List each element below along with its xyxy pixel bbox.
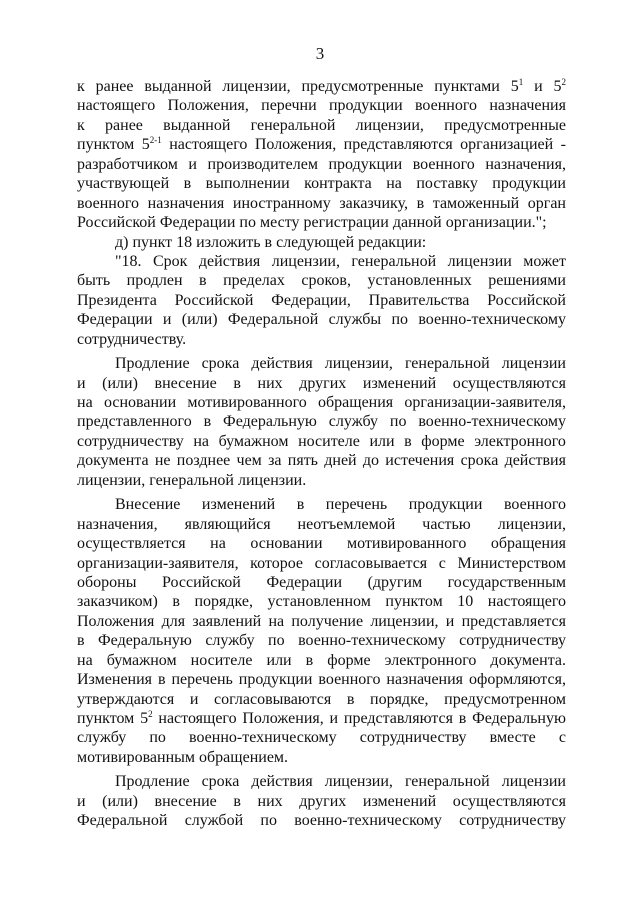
word: назначения	[147, 194, 225, 212]
word: предусмотренные	[444, 116, 566, 134]
word: контракта	[304, 175, 372, 193]
word: обороны	[77, 573, 137, 591]
text-line	[77, 233, 566, 252]
word: Срок	[152, 252, 188, 270]
word: д)	[115, 233, 129, 251]
page-number: 3	[315, 44, 325, 63]
text-line	[77, 271, 566, 290]
word: иностранному	[232, 194, 331, 212]
word: электронного	[384, 651, 477, 669]
word: лицензии	[501, 355, 566, 373]
word: Президента	[77, 291, 157, 309]
word: Российской	[174, 291, 254, 309]
word: назначения	[489, 97, 566, 115]
word: в	[157, 671, 166, 689]
word: Федерации	[266, 573, 342, 591]
word: основании	[103, 394, 177, 411]
word: решениями	[488, 272, 566, 290]
text-line	[77, 573, 566, 592]
word: или	[266, 651, 292, 669]
word: настоящего	[77, 97, 156, 115]
word: сотрудничеству	[77, 432, 184, 450]
word: военно-техническому	[418, 311, 566, 329]
word: таможенный	[432, 194, 520, 212]
word: продукции	[492, 175, 566, 193]
text-line	[77, 96, 566, 115]
word: изменений	[362, 374, 437, 392]
word: порядке,	[370, 690, 429, 708]
word: организацией	[460, 136, 554, 154]
word: являющийся	[184, 515, 271, 533]
word: заявлений	[192, 612, 262, 630]
text-line	[77, 194, 566, 213]
word: 5$^{2-1}$	[141, 135, 162, 154]
word: в	[305, 651, 314, 669]
word: Федерации,	[271, 291, 351, 309]
word: к	[77, 116, 85, 134]
word: Федеральную	[472, 710, 566, 727]
word: данной	[392, 214, 442, 232]
word: перечень	[325, 496, 388, 514]
word: Продление	[115, 773, 190, 791]
word: в	[346, 690, 355, 708]
word: и	[534, 78, 543, 95]
word: документа	[77, 452, 149, 470]
word: $5^2$	[553, 77, 566, 95]
word: носителе	[298, 432, 360, 450]
word: (или)	[102, 792, 138, 810]
word: мотивированным	[77, 748, 196, 766]
text-line	[77, 412, 566, 431]
word: в	[458, 710, 467, 727]
text-line	[77, 554, 566, 573]
word: организации-заявителя,	[404, 394, 566, 411]
word: Федеральную	[223, 413, 317, 431]
word: военного	[77, 194, 140, 212]
word: сотрудничеству.	[77, 330, 187, 348]
word: которое	[250, 554, 303, 572]
word: настоящего	[487, 593, 566, 611]
word: разработчиком	[77, 155, 178, 173]
word: $5^2$	[140, 709, 153, 727]
text-line	[77, 748, 566, 767]
text-line	[77, 374, 566, 393]
word: сотрудничеству	[359, 729, 467, 747]
word: пункт	[132, 233, 173, 251]
word: -	[560, 136, 566, 154]
word: получение	[291, 612, 364, 630]
word: военного	[412, 155, 475, 173]
word: форме	[327, 651, 371, 669]
word: лицензии,	[324, 773, 393, 791]
word: ранее	[105, 116, 143, 134]
word: военного	[503, 496, 566, 514]
word: внесение	[154, 792, 217, 810]
word: лицензии,	[497, 515, 566, 533]
word: других	[299, 374, 347, 392]
word: службу	[328, 413, 378, 431]
text-line	[77, 592, 566, 611]
word: истечения	[385, 452, 455, 470]
word: Положения	[77, 612, 155, 630]
word: чем	[236, 452, 262, 470]
word: Внесение	[115, 496, 181, 514]
word: установленных	[367, 272, 472, 290]
word: на	[193, 432, 210, 450]
text-line	[77, 116, 566, 135]
word: предусмотренном	[444, 690, 566, 708]
word: государственным	[447, 573, 566, 591]
word: организации-заявителя,	[77, 554, 239, 572]
word: выполнении	[205, 175, 290, 193]
word: порядке,	[194, 593, 253, 611]
word: Министерством	[457, 554, 566, 572]
word: и	[77, 374, 86, 392]
word: производителем	[207, 155, 318, 173]
word: 18	[176, 233, 193, 251]
word: Федеральной	[227, 311, 319, 329]
word: и	[162, 311, 172, 329]
text-line	[77, 811, 566, 830]
word: 10	[457, 593, 474, 611]
word: дней	[324, 452, 357, 470]
word: в	[199, 272, 207, 290]
word: Федеральной	[77, 812, 168, 830]
word: по	[268, 632, 285, 650]
word: в	[296, 496, 305, 514]
word: выданной	[163, 116, 231, 134]
word: по	[391, 311, 409, 329]
word: перечни	[261, 97, 317, 115]
text-line	[77, 291, 566, 310]
word: них	[257, 792, 283, 810]
word: назначения,	[77, 515, 158, 533]
text-line	[77, 330, 566, 349]
word: срока	[201, 773, 240, 791]
word: пунктами	[434, 78, 500, 95]
word: по	[260, 812, 277, 830]
word: военного	[318, 671, 381, 689]
word: военно-техническому	[418, 413, 566, 431]
word: лицензии,	[222, 78, 291, 95]
word: представляется	[461, 612, 566, 630]
word: может	[523, 252, 566, 270]
word: лицензии,	[370, 612, 439, 630]
word: $5^1$	[510, 77, 524, 95]
word: с	[438, 554, 446, 572]
word: осуществляется	[77, 535, 186, 553]
text-line	[77, 432, 566, 451]
word: других	[299, 792, 347, 810]
word: службой	[184, 812, 244, 830]
word: изменений	[201, 496, 276, 514]
text-line	[77, 213, 566, 232]
word: (или)	[181, 311, 218, 329]
text-line	[77, 612, 566, 631]
text-line	[77, 135, 566, 154]
word: продукции	[328, 97, 403, 115]
word: службу	[205, 632, 255, 650]
text-line	[77, 354, 566, 373]
word: и	[77, 792, 86, 810]
word: лицензии,	[271, 252, 340, 270]
word: и	[188, 155, 197, 173]
text-line	[77, 451, 566, 470]
word: срока	[201, 355, 240, 373]
word: настоящего	[158, 710, 237, 727]
word: продукции	[408, 496, 483, 514]
word: службы	[328, 311, 382, 329]
word: пять	[287, 452, 318, 470]
word: выданной	[144, 78, 212, 95]
word: обращением.	[199, 748, 289, 766]
text-line	[77, 631, 566, 650]
word: военно-техническому	[294, 812, 442, 830]
word: генеральной	[404, 773, 490, 791]
word: неотъемлемой	[297, 515, 396, 533]
word: в	[233, 374, 241, 392]
word: или	[369, 432, 395, 450]
word: бумажном	[218, 432, 289, 450]
word: с	[558, 729, 566, 747]
word: на	[77, 651, 93, 669]
word: ранее	[95, 78, 134, 95]
word: на	[386, 175, 402, 193]
word: для	[161, 612, 186, 630]
text-line	[77, 515, 566, 534]
word: них	[257, 374, 283, 392]
word: настоящего	[169, 136, 248, 154]
word: назначения	[386, 671, 464, 689]
text-line	[77, 155, 566, 174]
word: представляются	[343, 136, 453, 154]
word: пунктом	[385, 593, 443, 611]
word: на	[77, 394, 93, 411]
text-line	[77, 772, 566, 791]
word: носителе	[190, 651, 253, 669]
word: частью	[422, 515, 471, 533]
word: представленного	[77, 413, 192, 431]
word: генеральной	[149, 471, 234, 489]
word: лицензии.	[237, 471, 307, 489]
text-line	[77, 310, 566, 329]
word: сроков,	[301, 272, 351, 290]
word: лицензии	[447, 252, 512, 270]
text-line	[77, 690, 566, 709]
text-line	[77, 174, 566, 193]
word: Российской	[162, 573, 241, 591]
word: и	[445, 612, 455, 630]
word: обращения	[490, 535, 566, 553]
word: на	[268, 612, 285, 630]
word: военно-техническому	[189, 729, 337, 747]
word: пунктом	[77, 136, 135, 154]
word: заказчиком)	[77, 593, 158, 611]
word: основании	[250, 535, 323, 553]
word: до	[362, 452, 380, 470]
text-line	[77, 534, 566, 553]
word: позднее	[176, 452, 231, 470]
word: установленном	[267, 593, 371, 611]
word: продукции	[238, 671, 313, 689]
word: продукции	[328, 155, 403, 173]
word: сотрудничеству	[459, 632, 566, 650]
word: действия	[251, 773, 313, 791]
word: (другим	[367, 573, 423, 591]
word: действия	[198, 252, 261, 270]
word: в	[416, 194, 425, 212]
word: Изменения	[77, 671, 153, 689]
word: военного	[414, 97, 478, 115]
word: осуществляются	[452, 374, 566, 392]
word: службу	[77, 729, 127, 747]
word: поставку	[416, 175, 478, 193]
document-body	[77, 77, 566, 831]
word: Федерации	[159, 214, 236, 232]
word: вместе	[489, 729, 536, 747]
word: Правительства	[368, 291, 470, 309]
word: за	[268, 452, 282, 470]
word: срока	[460, 452, 499, 470]
word: Российской	[487, 291, 566, 309]
word: бумажном	[106, 651, 177, 669]
word: представляются	[343, 710, 453, 727]
word: согласовывается	[314, 554, 428, 572]
word: в	[233, 792, 241, 810]
word: Продление	[115, 355, 190, 373]
word: на	[210, 535, 226, 553]
text-line	[77, 471, 566, 490]
word: в	[404, 432, 412, 450]
word: по	[389, 413, 407, 431]
word: действия	[251, 355, 313, 373]
text-line	[77, 651, 566, 670]
word: внесение	[154, 374, 217, 392]
word: в	[264, 233, 273, 251]
text-line	[77, 495, 566, 514]
word: генеральной	[250, 116, 336, 134]
word: не	[154, 452, 171, 470]
word: в	[172, 593, 180, 611]
word: Положения,	[167, 97, 249, 115]
word: генеральной	[404, 355, 490, 373]
word: электронного	[474, 432, 566, 450]
word: мотивированного	[347, 535, 467, 553]
word: согласовываются	[214, 690, 332, 708]
word: месту	[259, 214, 300, 232]
word: Российской	[77, 214, 156, 232]
text-line	[77, 792, 566, 811]
word: военно-техническому	[298, 632, 446, 650]
word: оформляются,	[468, 671, 566, 689]
word: Положения,	[254, 136, 337, 154]
text-line	[77, 709, 566, 728]
word: изложить	[196, 233, 261, 251]
word: по	[239, 214, 256, 232]
word: осуществляются	[452, 792, 566, 810]
word: в	[183, 175, 192, 193]
word: сотрудничеству	[459, 812, 566, 830]
text-line	[77, 252, 566, 271]
word: к	[77, 78, 85, 95]
word: в	[77, 632, 85, 650]
word: "18.	[115, 252, 142, 270]
word: лицензии	[501, 773, 566, 791]
word: генеральной	[351, 252, 437, 270]
word: и	[329, 710, 339, 727]
word: лицензии,	[77, 471, 146, 489]
word: Положения,	[242, 710, 324, 727]
word: и	[189, 690, 199, 708]
word: пределах	[223, 272, 285, 290]
word: обращения	[318, 394, 394, 411]
word: утверждаются	[77, 690, 175, 708]
word: перечень	[171, 671, 233, 689]
word: мотивированного	[187, 394, 307, 411]
word: орган	[527, 194, 566, 212]
text-line	[77, 77, 566, 96]
word: регистрации	[303, 214, 389, 232]
word: быть	[77, 272, 111, 290]
word: документа.	[490, 651, 566, 669]
word: лицензии,	[355, 116, 424, 134]
word: участвующей	[77, 175, 170, 193]
word: предусмотренные	[301, 78, 424, 95]
text-line	[77, 670, 566, 689]
word: организации.";	[445, 214, 547, 232]
word: действия	[504, 452, 566, 470]
word: изменений	[362, 792, 437, 810]
word: следующей	[276, 233, 355, 251]
word: Федеральную	[98, 632, 192, 650]
word: продлен	[126, 272, 183, 290]
word: Федерации	[77, 311, 153, 329]
word: заказчику,	[339, 194, 408, 212]
word: редакции:	[358, 233, 427, 251]
word: лицензии,	[324, 355, 393, 373]
word: пунктом	[77, 710, 135, 727]
word: назначения,	[485, 155, 566, 173]
word: форме	[421, 432, 465, 450]
word: в	[203, 413, 212, 431]
word: (или)	[102, 374, 138, 392]
word: по	[149, 729, 166, 747]
text-line	[77, 393, 566, 412]
text-line	[77, 728, 566, 747]
